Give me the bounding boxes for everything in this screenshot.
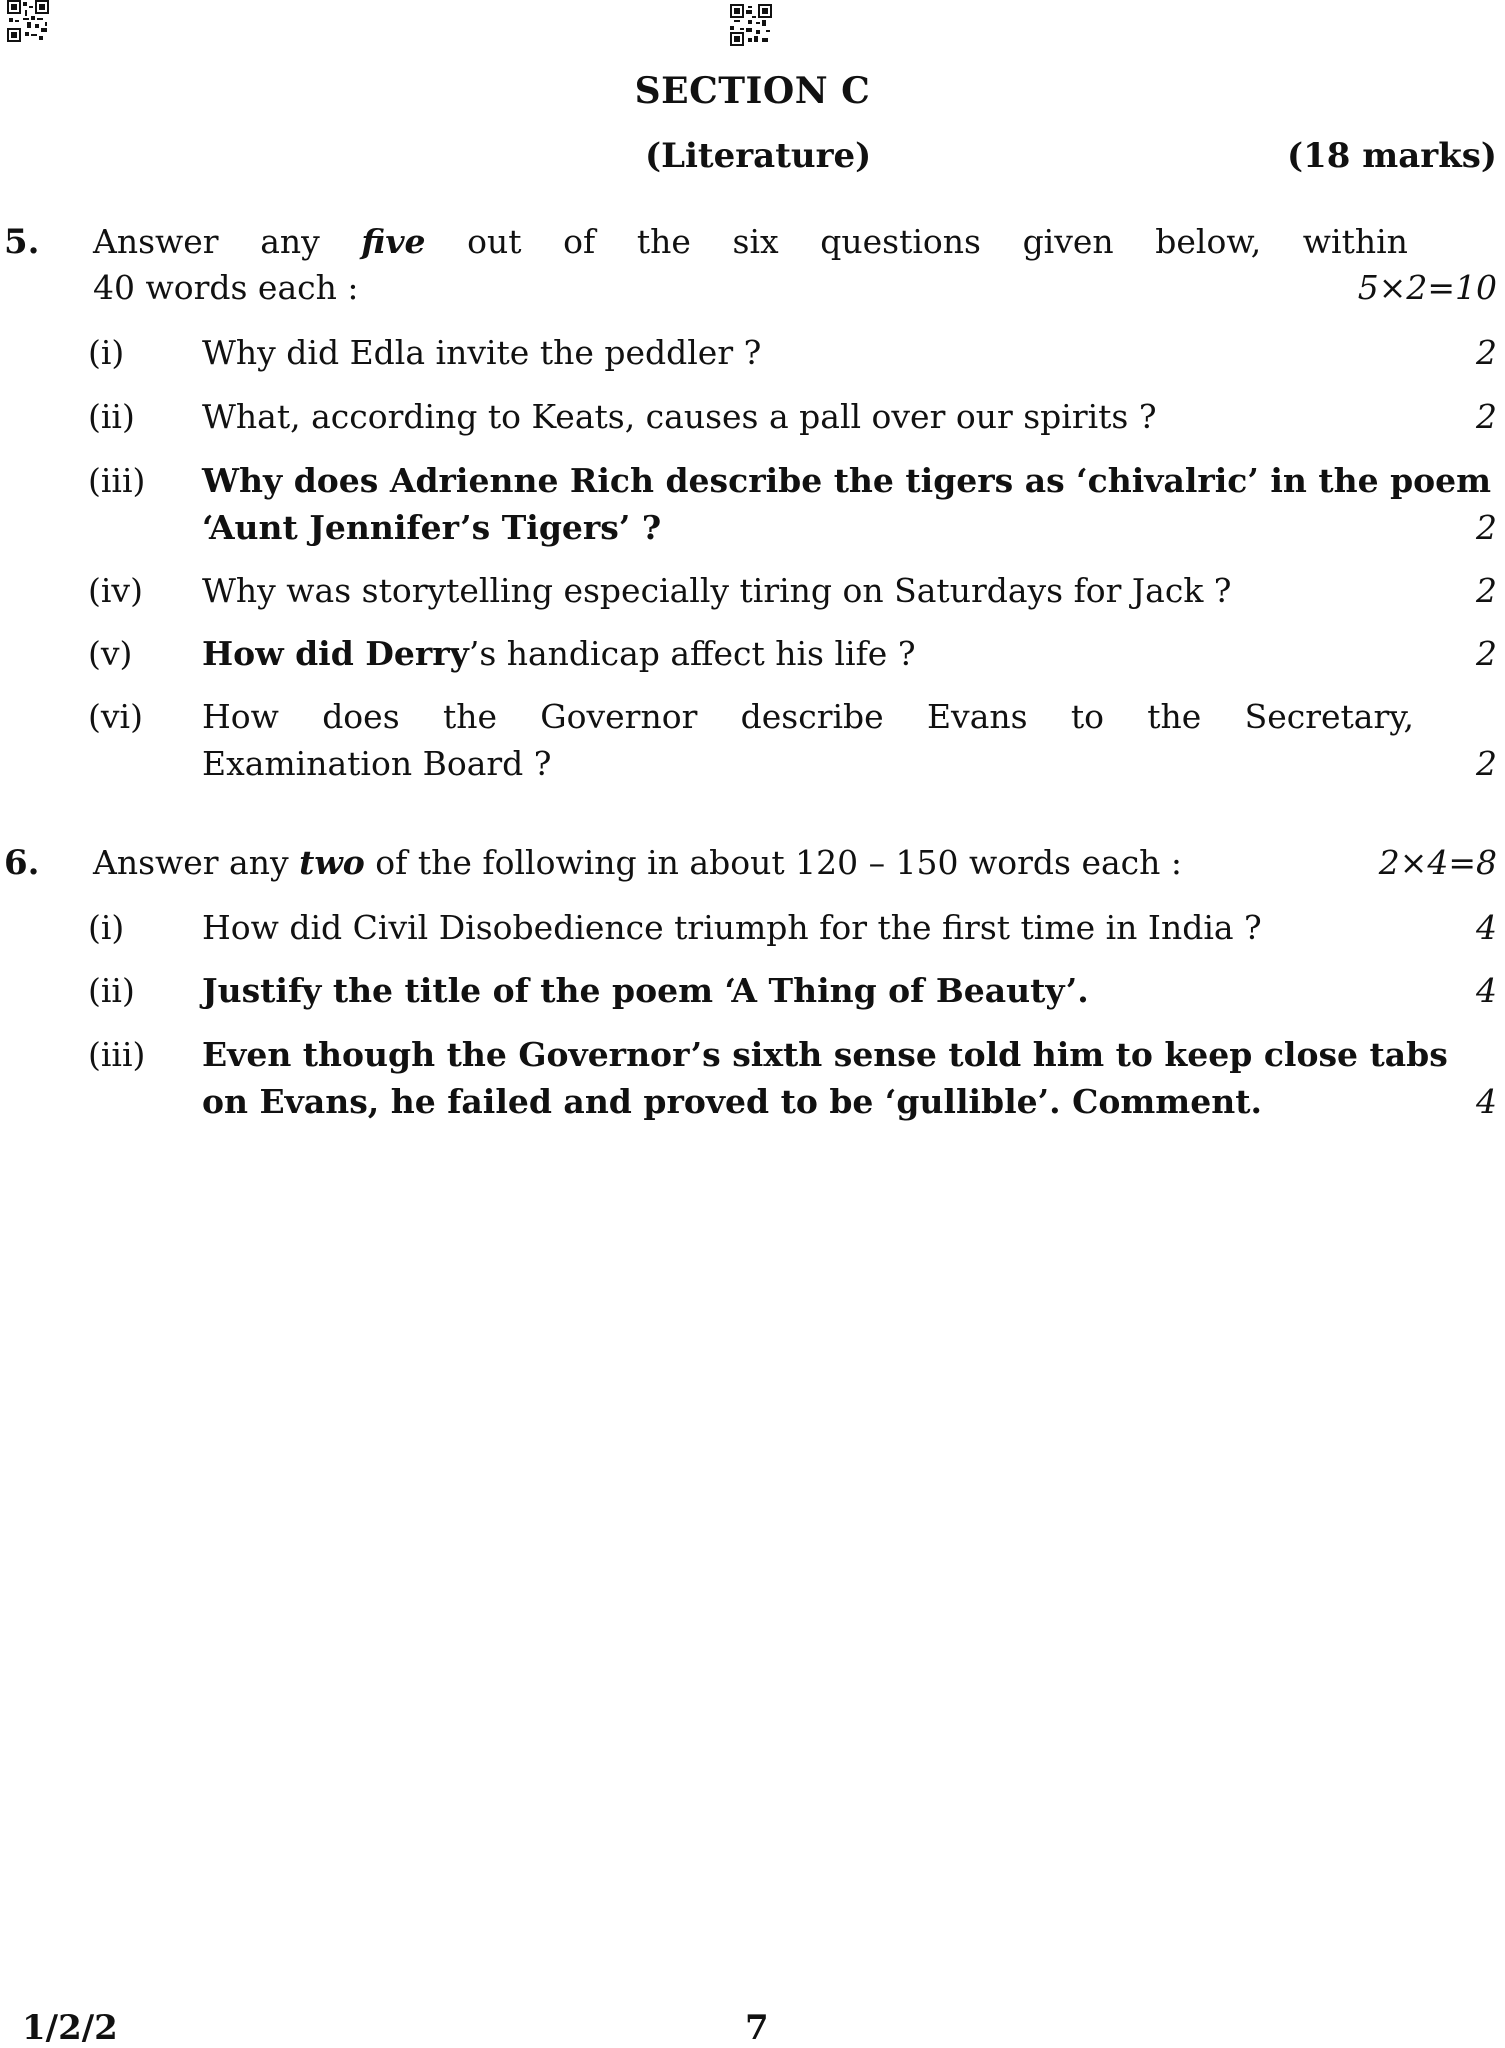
intro-word: any (260, 222, 320, 261)
sub-question-text (202, 634, 916, 673)
sub-question-text: Even though the Governor’s sixth sense told him to keep close tabs (202, 1035, 1448, 1074)
question-number: 5. (4, 222, 40, 262)
page-number: 7 (745, 2008, 769, 2048)
intro-word: out (467, 222, 522, 261)
sub-question-marks: 2 (1476, 634, 1497, 673)
section-marks: (18 marks) (1287, 136, 1497, 176)
qr-code-icon (728, 4, 774, 46)
sub-question-word: the (1147, 697, 1202, 736)
intro-word: given (1022, 222, 1114, 261)
sub-question-word: How (202, 697, 279, 736)
question-number: 6. (4, 843, 40, 883)
sub-question-word: to (1070, 697, 1104, 736)
sub-question-text-line2: ‘Aunt Jennifer’s Tigers’ ? (202, 508, 662, 547)
sub-question-marks: 2 (1476, 744, 1497, 783)
sub-question-label: (iii) (88, 1035, 146, 1074)
sub-question-marks: 4 (1476, 1082, 1497, 1121)
sub-question-word: Evans (926, 697, 1028, 736)
sub-question-text: How did Civil Disobedience triumph for the first time in India ? (202, 908, 1262, 947)
sub-question-text: Why was storytelling especially tiring on Saturdays for Jack ? (202, 571, 1232, 610)
intro-text: Answer any (93, 843, 300, 882)
sub-question-word: does (322, 697, 400, 736)
intro-word: of (563, 222, 596, 261)
sub-question-word: Secretary, (1244, 697, 1414, 736)
sub-question-text-bold: How did Derry (202, 634, 469, 673)
sub-question-label: (ii) (88, 971, 135, 1010)
paper-code: 1/2/2 (22, 2008, 118, 2048)
intro-emphasis: five (361, 222, 426, 261)
intro-word: six (732, 222, 779, 261)
intro-emphasis: two (299, 843, 365, 882)
sub-question-text: Why did Edla invite the peddler ? (202, 333, 762, 372)
question-intro-line2: 40 words each : (93, 268, 359, 307)
sub-question-marks: 2 (1476, 571, 1497, 610)
sub-question-label: (i) (88, 333, 125, 372)
sub-question-text: What, according to Keats, causes a pall over our spirits ? (202, 397, 1157, 436)
sub-question-marks: 4 (1476, 908, 1497, 947)
sub-question-marks: 4 (1476, 971, 1497, 1010)
sub-question-label: (iii) (88, 461, 146, 500)
sub-question-marks: 2 (1476, 333, 1497, 372)
sub-question-word: Governor (540, 697, 698, 736)
section-subheading: (Literature) (645, 136, 872, 176)
sub-question-label: (vi) (88, 697, 143, 736)
intro-text: of the following in about 120 – 150 words each : (364, 843, 1183, 882)
intro-word: within (1302, 222, 1408, 261)
sub-question-label: (ii) (88, 397, 135, 436)
question-intro (93, 843, 1182, 882)
sub-question-text-rest: ’s handicap affect his life ? (468, 634, 916, 673)
intro-word: below, (1155, 222, 1262, 261)
sub-question-word: the (442, 697, 497, 736)
section-title-text: SECTION C (634, 70, 871, 112)
sub-question-text: Justify the title of the poem ‘A Thing of Beauty’. (202, 971, 1089, 1010)
sub-question-marks: 2 (1476, 508, 1497, 547)
sub-question-text: Why does Adrienne Rich describe the tigers as ‘chivalric’ in the poem (202, 461, 1492, 500)
question-marks: 2×4=8 (1378, 843, 1497, 882)
qr-code-icon (6, 0, 50, 42)
sub-question-label: (v) (88, 634, 133, 673)
intro-word: the (636, 222, 691, 261)
sub-question-text-line2: on Evans, he failed and proved to be ‘gullible’. Comment. (202, 1082, 1262, 1121)
sub-question-text-line2: Examination Board ? (202, 744, 552, 783)
section-title (0, 70, 1505, 112)
sub-question-label: (i) (88, 908, 125, 947)
sub-question-word: describe (740, 697, 884, 736)
sub-question-label: (iv) (88, 571, 143, 610)
sub-question-marks: 2 (1476, 397, 1497, 436)
question-marks: 5×2=10 (1357, 268, 1497, 307)
intro-word: questions (820, 222, 981, 261)
sub-question-text (202, 697, 1414, 736)
intro-word: Answer (93, 222, 219, 261)
question-intro (93, 222, 1408, 261)
